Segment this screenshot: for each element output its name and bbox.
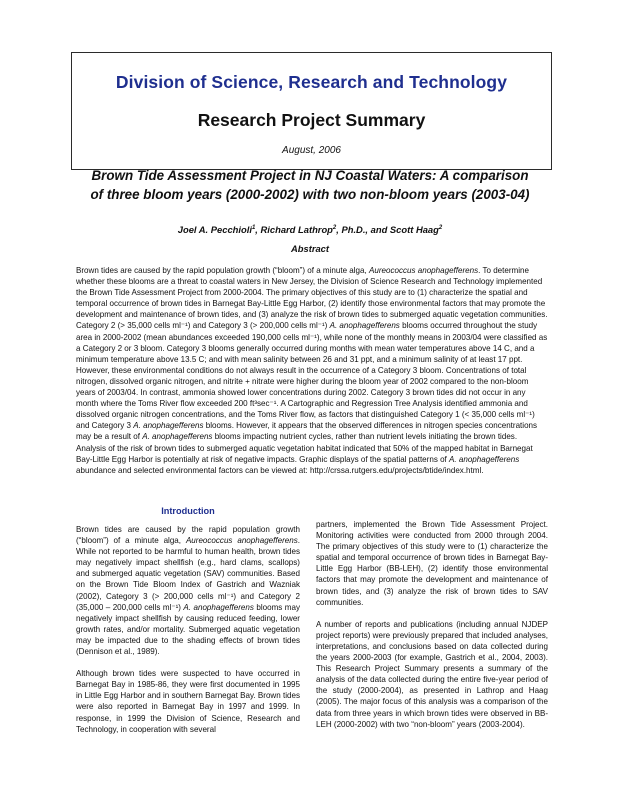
division-name: Division of Science, Research and Technology — [115, 72, 508, 92]
paragraph-text: . While not reported to be harmful to human health, brown tides may negatively impact shellfish (e.g., hard clams, scallops) and submerged aquatic vegetation (SAV) communities. Based on the Brown Tide Bloom Index of Gastrich and Wazniak (2002), Category 3 (> 200,000 cells ml⁻¹) and Category 2 (35,000 – 200,000 cells ml⁻¹) — [76, 536, 301, 612]
abstract-text: abundance and selected environmental factors can be viewed at: http://crssa.rutgers.edu/projects/btide/index.html. — [76, 465, 484, 475]
author-2: Richard Lathrop — [260, 224, 333, 235]
author-1-affiliation: 1 — [251, 224, 256, 231]
species-name: A. anophagefferens — [329, 321, 400, 331]
paper-title — [60, 166, 560, 204]
intro-paragraph-1 — [76, 524, 300, 657]
species-name: Aureococcus anophagefferens — [185, 536, 298, 546]
abstract-heading: Abstract — [290, 243, 330, 254]
paper-title-line-2: of three bloom years (2000-2002) with two non-bloom years (2003-04) — [90, 187, 530, 202]
author-separator: , — [255, 224, 261, 235]
intro-paragraph-4: A number of reports and publications (including annual NJDEP project reports) were previously prepared that included analyses, interpretations, and conclusions based on data collected during the years 2000-2003 (for example, Gastrich et al., 2004, 2003). This Research Project Summary presents a summary of the analysis of the data collected during the entire five-year period of the study (2000-2004), as presented in Lathrop and Haag (2005). The major focus of this analysis was a comparison of the data from three years in which brown tides were observed in BB-LEH (2000-2002) with two “non-bloom” years (2003-2004). — [316, 619, 548, 729]
publication-date: August, 2006 — [282, 145, 341, 156]
species-name: A. anophagefferens — [142, 432, 213, 442]
abstract-text: blooms. However, it appears that the observed differences in nitrogen species concentrations may be a result of — [76, 421, 538, 442]
author-3: Scott Haag — [389, 224, 439, 235]
species-name: A. anophagefferens — [183, 602, 254, 612]
introduction-heading: Introduction — [161, 506, 215, 516]
species-name: A. anophagefferens — [449, 454, 520, 464]
intro-paragraph-3: partners, implemented the Brown Tide Assessment Project. Monitoring activities were conducted from 2000 through 2004. The primary objectives of this study were to (1) characterize the spatial and temporal occurrence of brown tides in Barnegat Bay-Little Egg Harbor (BB-LEH), (2) identify those environmental factors that may promote the development and maintenance of brown tides, and (3) analyze the risk of brown tides to SAV communities. — [316, 520, 548, 607]
abstract-text: blooms occurred throughout the study area in 2000-2002 (mean abundances exceeded 190,000 cells ml⁻¹), while none of the monthly means in 2003/04 were classified as a Category 2 or 3 bloom. Category 3 blooms generally occurred during months with mean water temperatures above 14 C, and a minimum temperature above 13.5 C; and with mean salinity between 26 and 31 ppt, and a minimum salinity of at least 17 ppt. However, these environmental conditions do not always result in the occurrence of a Category 3 bloom. Concentrations of total nitrogen, dissolved organic nitrogen, and nitrite + nitrate were higher during the bloom year of 2002 compared to the non-bloom years of 2003/04. In contrast, ammonia showed lower concentrations during 2002. Category 3 brown tides did not occur in any month where the Toms River flow exceeded 200 ft³sec⁻¹. A Cartographic and Regression Tree Analysis identified ammonia and dissolved organic nitrogen concentrations, and the Toms River flow, as factors that distinguished Category 1 (< 35,000 cells ml⁻¹) and Category 3 — [76, 321, 548, 431]
author-2-suffix: , Ph.D., and — [336, 224, 390, 235]
paragraph-text: Brown tides are caused by the rapid population growth (“bloom”) of a minute alga, — [76, 525, 300, 546]
author-2-affiliation: 2 — [332, 224, 337, 231]
abstract-text: blooms impacting nutrient cycles, rather than nutrient levels initiating the brown tides. Analysis of the risk of brown tides to submerged aquatic vegetation habitat indicated that 50% of the mapped habitat in Barnegat Bay-Little Egg Harbor is potentially at risk of negative impacts. Graphic displays of the spatial patterns of — [76, 432, 533, 464]
author-list — [60, 224, 560, 235]
species-name: A. anophagefferens — [133, 421, 204, 431]
left-column — [76, 524, 300, 746]
summary-title: Research Project Summary — [197, 110, 426, 130]
intro-paragraph-2: Although brown tides were suspected to have occurred in Barnegat Bay in 1985-86, they were first documented in 1995 in Little Egg Harbor and in southern Barnegat Bay. Brown tides were also reported in Barnegat Bay in 1997 and 1999. In response, in 1999 the Division of Science, Research and Technology, in cooperation with several — [76, 669, 300, 734]
paragraph-text: blooms may negatively impact shellfish by causing reduced feeding, lower growth rates, and/or mortality. Submerged aquatic vegetation may be impacted due to the shading effects of brown tides (Dennison et al., 1989). — [76, 602, 300, 657]
author-3-affiliation: 2 — [438, 224, 443, 231]
abstract-text: Brown tides are caused by the rapid population growth (“bloom”) of a minute alga, — [76, 266, 369, 275]
abstract-text: . To determine whether these blooms are a threat to coastal waters in New Jersey, the Division of Science Research and Technology implemented the Brown Tide Assessment Project from 2000-2004. The primary objectives of this study are to (1) characterize the spatial and temporal occurrence of brown tides in Barnegat Bay-Little Egg Harbor, (2) identify those environmental factors that may promote the development and maintenance of brown tides, and (3) analyze the risk of brown tides to submerged aquatic vegetation communities. Category 2 (> 35,000 cells ml⁻¹) and Category 3 (> 200,000 cells ml⁻¹) — [76, 266, 548, 331]
author-1: Joel A. Pecchioli — [177, 224, 252, 235]
abstract-body — [76, 265, 548, 476]
species-name: Aureococcus anophagefferens — [368, 266, 479, 275]
right-column — [316, 519, 548, 741]
paper-title-line-1: Brown Tide Assessment Project in NJ Coastal Waters: A comparison — [91, 168, 529, 183]
